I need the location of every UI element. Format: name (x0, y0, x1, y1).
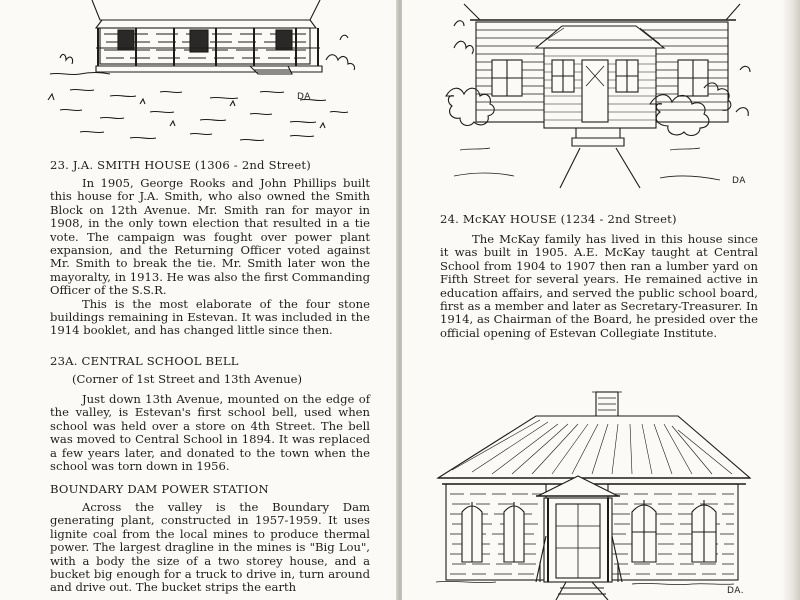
section-heading-boundary-dam: BOUNDARY DAM POWER STATION (50, 482, 269, 496)
sketch-signature: DA (297, 92, 311, 102)
section-23-paragraph-2: This is the most elaborate of the four stone buildings remaining in Estevan. It was included in the 1914 booklet, and has changed little since then. (50, 296, 370, 338)
smith-house-sketch (40, 0, 370, 150)
sketch-signature: DA. (727, 586, 745, 596)
section-23-paragraph-1: In 1905, George Rooks and John Phillips built this house for J.A. Smith, who also owned the Smith Block on 12th Avenue. Mr. Smith ran for mayor in 1908, in the only town election that resulted in a tie vote. The campaign was fought over power plant expansion, and the Returning Officer voted against Mr. Smith to break the tie. Mr. Smith later won the mayoralty, in 1913. He was also the first Commanding Officer of the S.S.R. (50, 176, 370, 298)
section-23a-paragraph-1: Just down 13th Avenue, mounted on the edge of the valley, is Estevan's first school bell, used when school was held over a store on 4th Street. The bell was moved to Central School in 1894. It was replaced a few years later, and donated to the town when the school was torn down in 1956. (50, 392, 370, 474)
boundary-dam-paragraph-1: Across the valley is the Boundary Dam generating plant, constructed in 1957-1959. It uses lignite coal from the local mines to produce thermal power. The largest dragline in the mines is "Big Lou", with a body the size of a two storey house, and a bucket big enough for a truck to drive in, turn around and drive out. The bucket strips the earth (50, 500, 370, 595)
central-school-sketch (432, 386, 762, 600)
section-23a-location: (Corner of 1st Street and 13th Avenue) (72, 372, 302, 386)
page-edge-shadow (782, 0, 800, 600)
section-heading-24: 24. McKAY HOUSE (1234 - 2nd Street) (440, 212, 677, 226)
section-23-body (50, 177, 370, 338)
left-page (0, 0, 398, 600)
right-page (402, 0, 800, 600)
mckay-house-sketch (440, 0, 760, 190)
section-heading-23: 23. J.A. SMITH HOUSE (1306 - 2nd Street) (50, 158, 312, 172)
boundary-dam-body (50, 501, 370, 595)
section-23a-body (50, 393, 370, 473)
section-24-paragraph-1: The McKay family has lived in this house since it was built in 1905. A.E. McKay taught at Central School from 1904 to 1907 then ran a lumber yard on Fifth Street for several years. He remained active in education affairs, and served the public school board, first as a member and later as Secretary-Treasurer. In 1914, as Chairman of the Board, he presided over the official opening of Estevan Collegiate Institute. (440, 232, 758, 340)
sketch-signature: DA (732, 176, 746, 186)
section-heading-23a: 23A. CENTRAL SCHOOL BELL (50, 354, 239, 368)
section-24-body (440, 233, 758, 340)
